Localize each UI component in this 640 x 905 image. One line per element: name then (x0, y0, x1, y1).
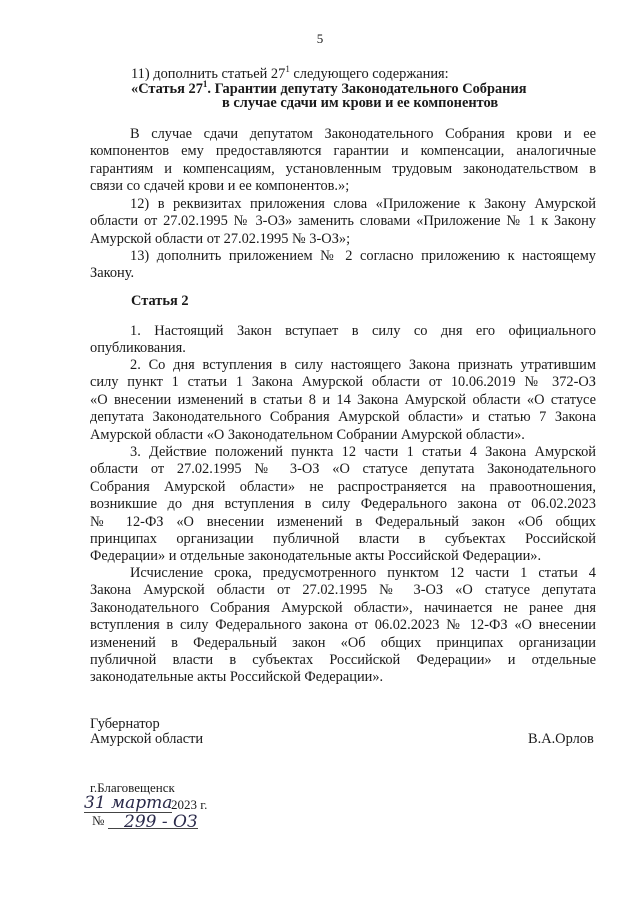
text-line: 2. Со дня вступления в силу настоящего Закона признать утратившим (130, 357, 596, 373)
text-line: связи со сдачей крови и ее компонентов.»; (90, 178, 350, 195)
page-number: 5 (316, 31, 324, 46)
article-27-1-title-end: . Гарантии депутату Законодательного Собрания (207, 81, 527, 97)
date-underline (84, 812, 172, 813)
footer-year: 2023 г. (171, 797, 208, 812)
number-underline (108, 828, 198, 829)
text-line: Закону. (90, 265, 135, 282)
text-line: изменений в Федеральный закон «Об общих принципах организации (90, 634, 596, 651)
text-line: Закона Амурской области от 27.02.1995 № 3-ОЗ «О статусе депутата (90, 582, 596, 599)
text-line: гарантиям и компенсациям, установленным трудовым законодательством в (90, 160, 596, 177)
item-12-paragraph (90, 196, 596, 248)
signature-position-line2: Амурской области (90, 731, 204, 747)
text-line: Амурской области «О Законодательном Собрании Амурской области». (90, 426, 525, 443)
text-line: Исчисление срока, предусмотренного пунктом 12 части 1 статьи 4 (130, 565, 596, 581)
item-11-intro-text-end: следующего содержания: (289, 66, 449, 82)
article-2-deadline-paragraph (90, 565, 596, 687)
item-11-intro-text: 11) дополнить статьей 27 (131, 66, 286, 82)
article-27-1-title-line2: в случае сдачи им крови и ее компонентов (222, 95, 499, 111)
text-line: вступления в силу Федерального закона от 06.02.2023 № 12-ФЗ «О внесении (90, 617, 596, 634)
text-line: возникшие до дня вступления в силу Федерального закона от 06.02.2023 (90, 496, 596, 513)
text-line: области от 27.02.1995 № 3-ОЗ «О статусе депутата Законодательного (90, 461, 596, 478)
text-line: 3. Действие положений пункта 12 части 1 статьи 4 Закона Амурской (130, 444, 596, 460)
article-27-1-paragraph (90, 126, 596, 196)
article-2-point-3 (90, 444, 596, 566)
text-line: публичной власти в субъектах Российской Федерации» и отдельные (90, 652, 596, 669)
article-27-1-title-start: «Статья 27 (131, 81, 203, 97)
article-2-heading: Статья 2 (131, 293, 189, 309)
text-line: области от 27.02.1995 № 3-ОЗ» заменить словами «Приложение № 1 к Закону (90, 213, 596, 230)
item-11-intro-sup: 1 (285, 64, 290, 75)
text-line: Законодательного Собрания Амурской области», начинается не ранее дня (90, 599, 596, 616)
footer-date-handwritten: 31 марта (84, 793, 173, 813)
signature-name: В.А.Орлов (528, 731, 594, 747)
text-line: принципах организации публичной власти в субъектах Российской (90, 531, 596, 548)
text-line: 1. Настоящий Закон вступает в силу со дня его официального (130, 323, 596, 339)
text-line: Федерации» и отдельные законодательные акты Российской Федерации». (90, 548, 542, 565)
text-line: «О внесении изменений в статьи 8 и 14 Закона Амурской области «О статусе (90, 391, 596, 408)
text-line: № 12-ФЗ «О внесении изменений в Федеральный закон «Об общих (90, 513, 596, 530)
text-line: законодательные акты Российской Федерации». (90, 669, 384, 686)
text-line: депутата Законодательного Собрания Амурской области» и статью 7 Закона (90, 409, 596, 426)
signature-position-line1: Губернатор (90, 716, 160, 732)
text-line: В случае сдачи депутатом Законодательного Собрания крови и ее (130, 126, 596, 142)
text-line: Собрания Амурской области» не распространяется на правоотношения, (90, 478, 596, 495)
text-line: компонентов ему предоставляются гарантии и компенсации, аналогичные (90, 143, 596, 160)
footer-number-handwritten: 299 - ОЗ (124, 812, 198, 832)
text-line: 12) в реквизитах приложения слова «Приложение к Закону Амурской (130, 196, 596, 212)
text-line: 13) дополнить приложением № 2 согласно приложению к настоящему (130, 248, 596, 264)
footer-city: г.Благовещенск (90, 780, 175, 795)
article-2-point-1 (90, 323, 596, 358)
item-13-paragraph (90, 248, 596, 283)
footer-number-label: № (92, 813, 105, 828)
text-line: Амурской области от 27.02.1995 № 3-ОЗ»; (90, 230, 351, 247)
article-27-1-title-sup: 1 (202, 79, 208, 90)
text-line: силу пункт 1 статьи 1 Закона Амурской области от 10.06.2019 № 372-ОЗ (90, 374, 596, 391)
text-line: опубликования. (90, 340, 186, 357)
article-2-point-2 (90, 357, 596, 444)
